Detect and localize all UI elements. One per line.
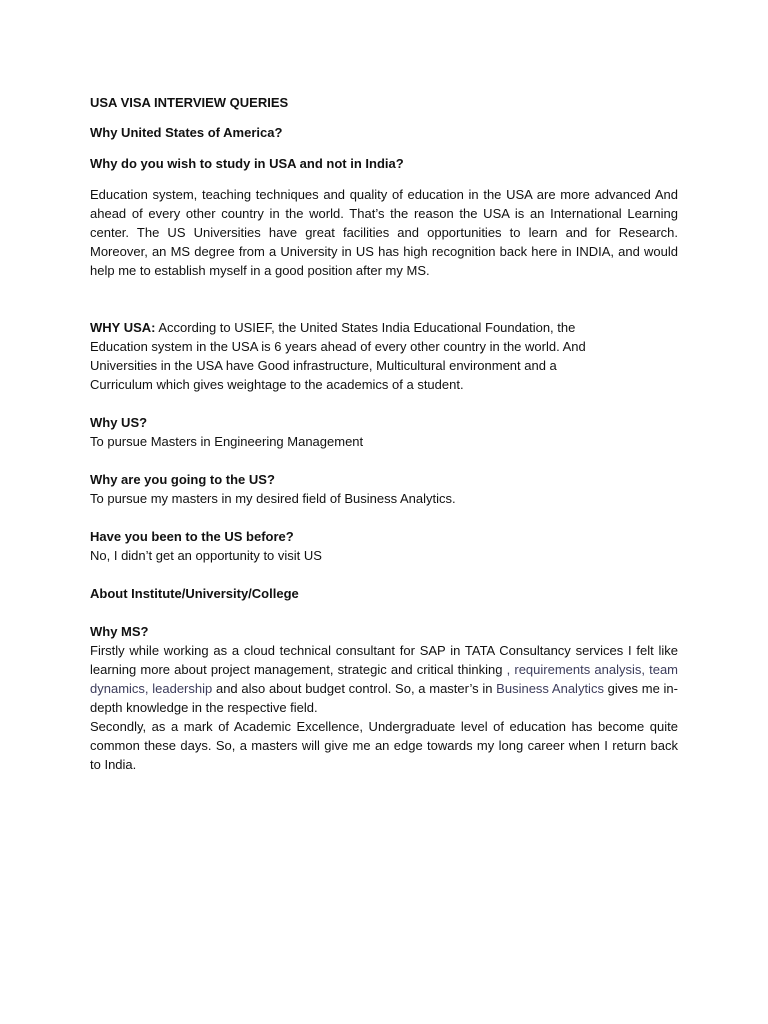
why-ms-question: Why MS?	[90, 624, 149, 639]
why-usa-line-3: Universities in the USA have Good infrastructure, Multicultural environment and a	[90, 358, 557, 373]
why-ms-p1-part-b: , requirements analysis, team dynamics, leadership	[90, 662, 678, 696]
about-institute-heading: About Institute/University/College	[90, 586, 299, 601]
going-us-answer: To pursue my masters in my desired field of Business Analytics.	[90, 491, 456, 506]
why-usa-line-4: Curriculum which gives weightage to the academics of a student.	[90, 377, 464, 392]
why-us-question: Why US?	[90, 415, 148, 430]
why-us-section	[90, 413, 678, 451]
why-ms-section	[90, 622, 678, 774]
been-us-section	[90, 527, 678, 565]
why-usa-label: WHY USA:	[90, 320, 156, 335]
question-study-usa-not-india: Why do you wish to study in USA and not in India?	[90, 156, 404, 171]
why-ms-p1-part-c: and also about budget control. So, a master’s in	[212, 681, 497, 696]
going-us-section	[90, 470, 678, 508]
been-us-answer: No, I didn’t get an opportunity to visit US	[90, 548, 322, 563]
question-why-united-states: Why United States of America?	[90, 125, 283, 140]
why-ms-paragraph-2: Secondly, as a mark of Academic Excellence, Undergraduate level of education has become quite common these days. So, a masters will give me an edge towards my long career when I return back to India.	[90, 719, 678, 772]
why-ms-p1-part-a: Firstly while working as a cloud technical consultant for SAP in TATA Consultancy services I felt like learning more about project management, strategic and critical thinking	[90, 643, 678, 677]
going-us-question: Why are you going to the US?	[90, 472, 275, 487]
why-ms-p1-part-e: gives me in-depth knowledge in the respective field.	[90, 681, 678, 715]
why-usa-line-1: According to USIEF, the United States India Educational Foundation, the	[155, 320, 576, 335]
document-title: USA VISA INTERVIEW QUERIES	[90, 95, 289, 110]
why-usa-paragraph	[90, 318, 678, 394]
why-ms-paragraph-1	[90, 641, 678, 717]
answer-education-paragraph: Education system, teaching techniques and quality of education in the USA are more advanced And ahead of every other country in the world. That’s the reason the USA is an International Learning center. The US Universities have great facilities and opportunities to learn and for Research. Moreover, an MS degree from a University in US has high recognition back here in INDIA, and would help me to establish myself in a good position after my MS.	[90, 187, 678, 278]
why-ms-p1-part-d: Business Analytics	[496, 681, 604, 696]
why-us-answer: To pursue Masters in Engineering Management	[90, 434, 364, 449]
been-us-question: Have you been to the US before?	[90, 529, 294, 544]
why-usa-line-2: Education system in the USA is 6 years ahead of every other country in the world. And	[90, 339, 586, 354]
